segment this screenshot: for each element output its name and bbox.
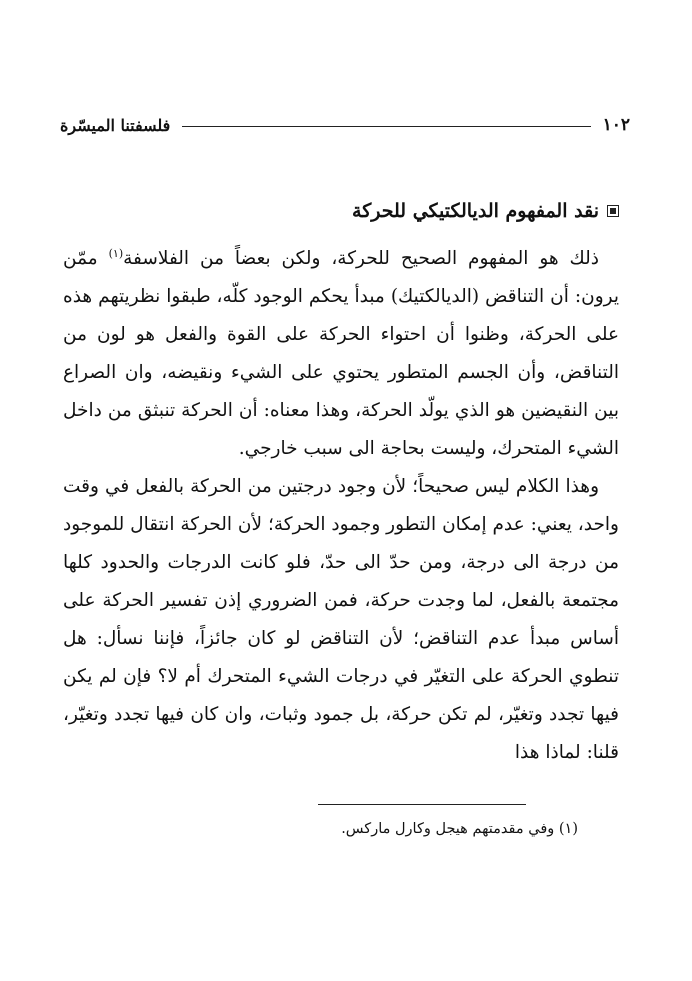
footnote-rule bbox=[318, 804, 526, 805]
footnote-ref[interactable]: (١) bbox=[108, 246, 124, 260]
body-text bbox=[63, 240, 619, 772]
footnote: (١) وفي مقدمتهم هيجل وكارل ماركس. bbox=[341, 821, 578, 837]
header-rule bbox=[182, 126, 590, 127]
square-bullet-icon bbox=[607, 205, 619, 217]
page-number: ١٠٢ bbox=[602, 115, 630, 135]
book-title: فلسفتنا الميسّرة bbox=[60, 115, 171, 135]
paragraph-1-start: ذلك هو المفهوم الصحيح للحركة، ولكن بعضاً من الفلاسفة bbox=[123, 248, 600, 269]
paragraph-2: وهذا الكلام ليس صحيحاً؛ لأن وجود درجتين من الحركة بالفعل في وقت واحد، يعني: عدم إمكان التطور وجمود الحركة؛ لأن الحركة انتقال للموجود من درجة الى درجة، ومن حدّ الى حدّ، فلو كانت الدرجات والحدود كلها مجتمعة بالفعل، لما وجدت حركة، فمن الضروري إذن تفسير الحركة على أساس مبدأ عدم التناقض؛ لأن التناقض لو كان جائزاً، فإننا نسأل: هل تنطوي الحركة على التغيّر في درجات الشيء المتحرك أم لا؟ فإن لم يكن فيها تجدد وتغيّر، لم تكن حركة، بل جمود وثبات، وان كان فيها تجدد وتغيّر، قلنا: لماذا هذا bbox=[63, 476, 619, 763]
running-header bbox=[60, 112, 630, 138]
paragraph-1 bbox=[63, 240, 619, 468]
paragraph-1-rest: ممّن يرون: أن التناقض (الديالكتيك) مبدأ يحكم الوجود كلّه، طبقوا نظريتهم هذه على الحركة، وظنوا أن احتواء الحركة على القوة والفعل هو لون من التناقض، وأن الجسم المتطور يحتوي على الشيء ونقيضه، وان الصراع بين النقيضين هو الذي يولّد الحركة، وهذا معناه: أن الحركة تنبثق من داخل الشيء المتحرك، وليست بحاجة الى سبب خارجي. bbox=[63, 248, 619, 459]
section-heading bbox=[59, 200, 619, 222]
section-heading-text: نقد المفهوم الديالكتيكي للحركة bbox=[352, 200, 599, 222]
